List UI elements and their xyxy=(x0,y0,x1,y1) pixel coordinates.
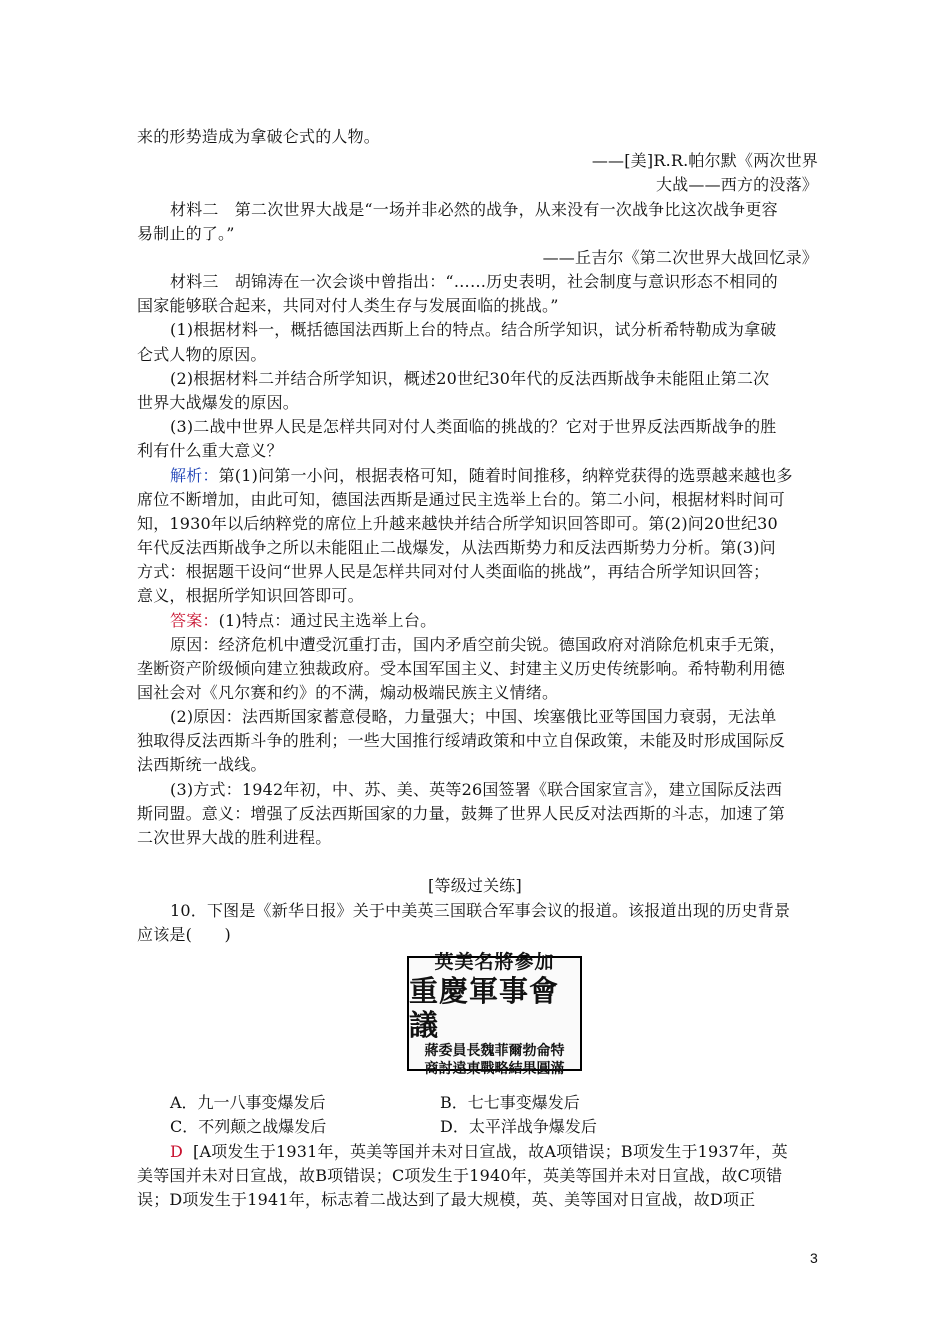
text-line: ——丘吉尔《第二次世界大战回忆录》 xyxy=(542,248,818,267)
text-line: 独取得反法西斯斗争的胜利；一些大国推行绥靖政策和中立自保政策，未能及时形成国际反 xyxy=(137,731,786,750)
text-line: 来的形势造成为拿破仑式的人物。 xyxy=(137,127,381,146)
analysis-label: 解析： xyxy=(170,466,219,485)
headline-line-4: 商討遠東戰略結果圓滿 xyxy=(424,1060,565,1077)
text-line: (3)方式：1942年初，中、苏、美、英等26国签署《联合国家宣言》，建立国际反法西 xyxy=(170,780,783,799)
text-line: 年代反法西斯战争之所以未能阻止二战爆发，从法西斯势力和反法西斯势力分析。第(3)问 xyxy=(137,538,776,557)
text-line: 意义，根据所学知识回答即可。 xyxy=(137,586,364,605)
text-line: 材料三 胡锦涛在一次会谈中曾指出：“……历史表明，社会制度与意识形态不相同的 xyxy=(170,272,778,291)
solution-letter: D xyxy=(170,1142,184,1161)
text-line: 美等国并未对日宣战，故B项错误；C项发生于1940年，英美等国并未对日宣战，故C项错 xyxy=(137,1166,783,1185)
newspaper-headline-image xyxy=(407,950,582,1077)
text-line: 材料二 第二次世界大战是“一场并非必然的战争，从来没有一次战争比这次战争更容 xyxy=(170,200,778,219)
text-line: ——[美]R.R.帕尔默《两次世界 xyxy=(591,151,818,170)
text-line: 方式：根据题干设问“世界人民是怎样共同对付人类面临的挑战”，再结合所学知识回答； xyxy=(137,562,770,581)
text-line: (3)二战中世界人民是怎样共同对付人类面临的挑战的？它对于世界反法西斯战争的胜 xyxy=(170,417,777,436)
text-line: 易制止的了。” xyxy=(137,224,235,243)
solution-line xyxy=(170,1142,817,1162)
text-line: 误；D项发生于1941年，标志着二战达到了最大规模，英、美等国对日宣战，故D项正 xyxy=(137,1190,756,1209)
text-line: 席位不断增加，由此可知，德国法西斯是通过民主选举上台的。第二小问，根据材料时间可 xyxy=(137,490,786,509)
page-number: 3 xyxy=(810,1250,818,1266)
text-line: (1)根据材料一，概括德国法西斯上台的特点。结合所学知识，试分析希特勒成为拿破 xyxy=(170,320,777,339)
text-line: 世界大战爆发的原因。 xyxy=(137,393,300,412)
text-line: (2)原因：法西斯国家蓄意侵略，力量强大；中国、埃塞俄比亚等国国力衰弱，无法单 xyxy=(170,707,777,726)
text-line: 二次世界大战的胜利进程。 xyxy=(137,828,332,847)
option-c: C．不列颠之战爆发后 xyxy=(170,1117,327,1136)
text-line: 法西斯统一战线。 xyxy=(137,755,267,774)
option-d: D．太平洋战争爆发后 xyxy=(440,1117,597,1136)
text-line: 应该是( ) xyxy=(137,925,231,944)
option-b: B．七七事变爆发后 xyxy=(440,1093,580,1112)
answer-text: (1)特点：通过民主选举上台。 xyxy=(218,611,437,630)
text-line: 利有什么重大意义？ xyxy=(137,441,283,460)
text-line: 仑式人物的原因。 xyxy=(137,345,267,364)
headline-line-2: 重慶軍事會議 xyxy=(409,973,560,1042)
text-line: 斯同盟。意义：增强了反法西斯国家的力量，鼓舞了世界人民反对法西斯的斗志，加速了第 xyxy=(137,804,786,823)
headline-line-3: 蔣委員長魏菲爾勃侖特 xyxy=(424,1042,565,1059)
text-line: 垄断资产阶级倾向建立独裁政府。受本国军国主义、封建主义历史传统影响。希特勒利用德 xyxy=(137,659,786,678)
text-line: 原因：经济危机中遭受沉重打击，国内矛盾空前尖锐。德国政府对消除危机束手无策， xyxy=(170,635,786,654)
answer-line xyxy=(170,611,817,631)
analysis-text: 第(1)问第一小问，根据表格可知，随着时间推移，纳粹党获得的选票越来越也多 xyxy=(218,466,793,485)
text-line: 10．下图是《新华日报》关于中美英三国联合军事会议的报道。该报道出现的历史背景 xyxy=(170,901,791,920)
text-line: 国社会对《凡尔赛和约》的不满，煽动极端民族主义情绪。 xyxy=(137,683,559,702)
text-line: (2)根据材料二并结合所学知识，概述20世纪30年代的反法西斯战争未能阻止第二次 xyxy=(170,369,770,388)
answer-label: 答案： xyxy=(170,611,219,630)
text-line: 国家能够联合起来，共同对付人类生存与发展面临的挑战。” xyxy=(137,296,559,315)
text-line: 大战——西方的没落》 xyxy=(655,175,818,194)
analysis-line xyxy=(170,466,817,486)
solution-text: [A项发生于1931年，英美等国并未对日宣战，故A项错误；B项发生于1937年，英 xyxy=(193,1142,788,1161)
headline-line-1: 英美名將參加 xyxy=(434,950,555,973)
text-line: 知，1930年以后纳粹党的席位上升越来越快并结合所学知识回答即可。第(2)问20世纪30 xyxy=(137,514,778,533)
option-a: A．九一八事变爆发后 xyxy=(170,1093,326,1112)
text-line: [等级过关练] xyxy=(428,876,522,895)
